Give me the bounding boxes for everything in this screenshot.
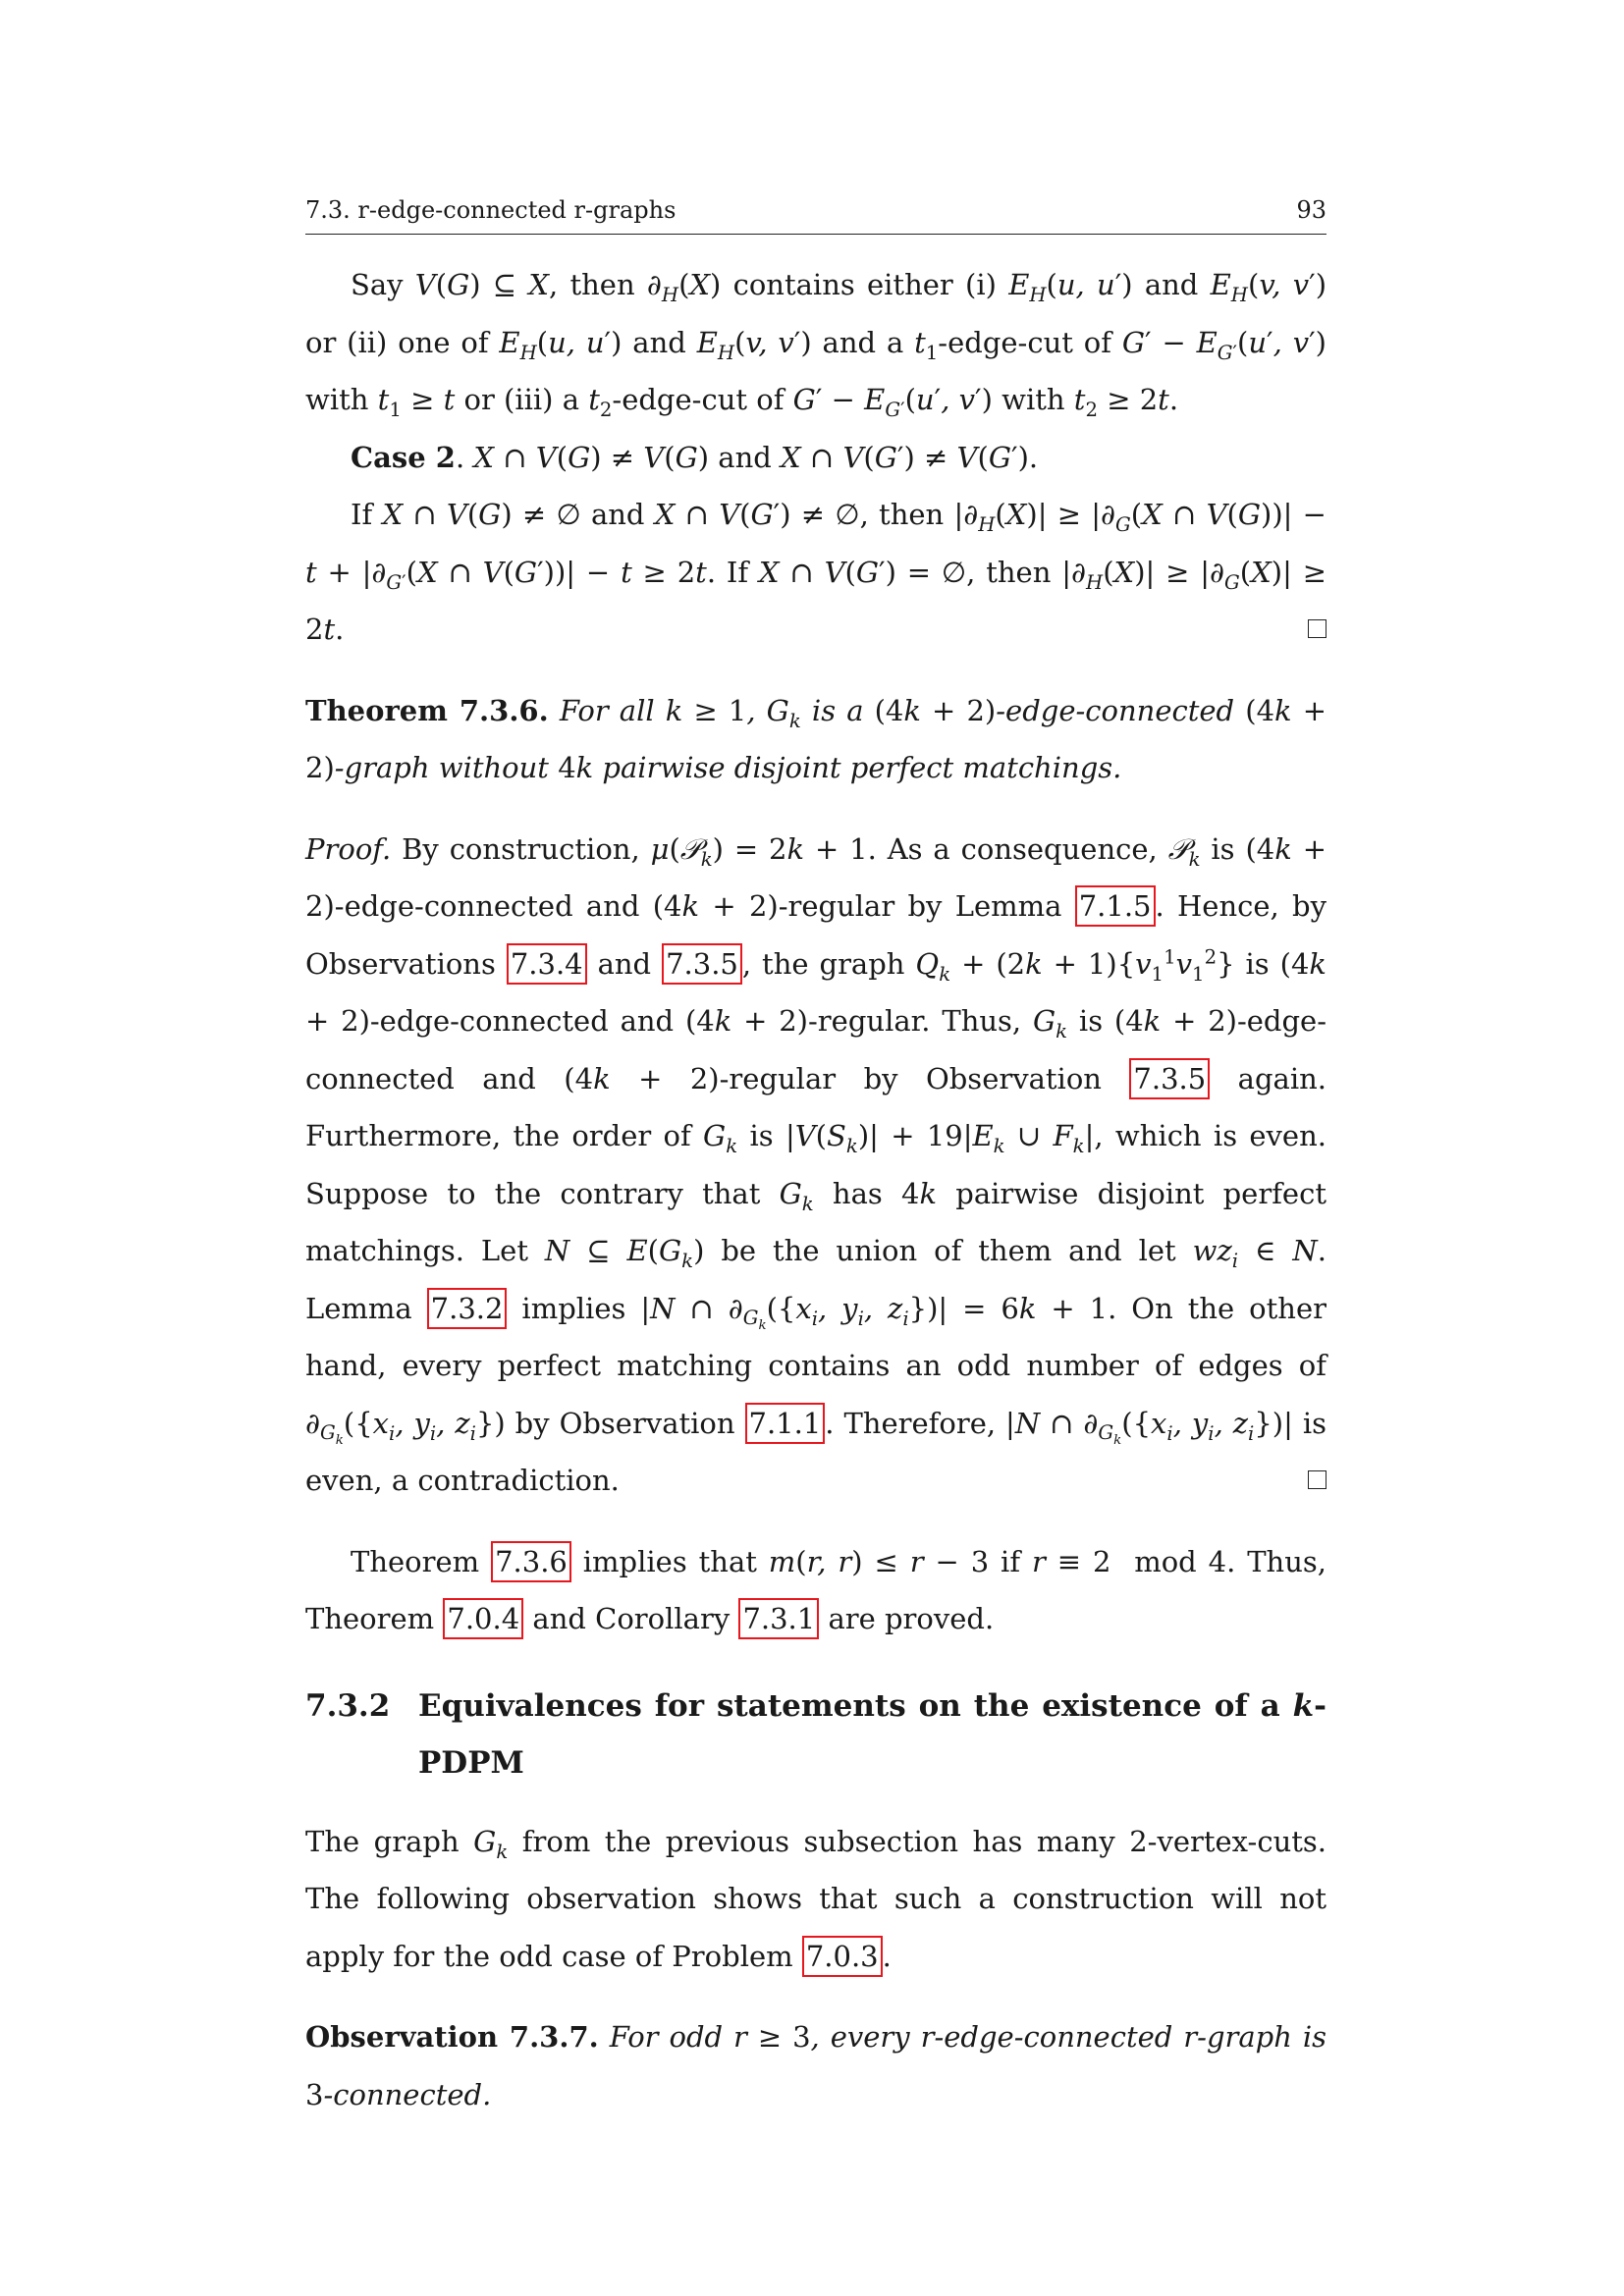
ref-corollary-7-3-1[interactable]: 7.3.1 [738, 1598, 819, 1639]
qed-square [1308, 1470, 1326, 1489]
page-number: 93 [1296, 196, 1326, 224]
ref-observation-7-3-5-again[interactable]: 7.3.5 [1129, 1058, 1210, 1099]
observation-label: Observation 7.3.7. [305, 2020, 599, 2054]
ref-lemma-7-1-5[interactable]: 7.1.5 [1075, 885, 1156, 927]
ref-observation-7-3-5[interactable]: 7.3.5 [662, 943, 742, 985]
proof-label: Proof. [305, 831, 392, 866]
subsection-title: Equivalences for statements on the existence of a k-PDPM [418, 1687, 1326, 1781]
intro-paragraph: The graph $G_k$ from the previous subsection has many 2-vertex-cuts. The following observation shows that such a construction will not apply for the odd case of Problem 7.0.3 . [305, 1813, 1326, 1986]
observation-7-3-7: Observation 7.3.7. For odd r ≥ 3, every r-edge-connected r-graph is 3-connected. [305, 2020, 1327, 2111]
subsection-number: 7.3.2 [305, 1687, 391, 1724]
case2-label: Case 2 [351, 440, 456, 474]
ref-problem-7-0-3[interactable]: 7.0.3 [802, 1936, 883, 1977]
page-body [305, 256, 1326, 2123]
case2-paragraph: If X ∩ V(G) ≠ ∅ and X ∩ V(G′) ≠ ∅, then $|\partial_H(X)| \ge |\partial_G(X$ ∩ $V(G))| - t + |\partial_{G'}(X$ ∩ V(G′))| − t ≥ 2t. If X ∩ V(G′) = ∅, then $|\partial_H(X)| \ge |\partial_G(X)| \ge 2t$. [305, 498, 1326, 646]
case1-paragraph: Say V(G) ⊆ X, then $\partial_H(X)$ contains either (i) $E_H(u$, u′) and $E_H(v$, v′) or (ii) one of $E_H(u$, u′) and $E_H(v$, v′) and a $t_1-edge$-cut of $G' - E_{G'}(u'$, v′) with $t_1 \ge t$ or (iii) a $t_2-edge$-cut of $G' - E_{G'}(u'$, v′) with $t_2 \ge 2t$. [305, 268, 1327, 421]
ref-lemma-7-3-2[interactable]: 7.3.2 [427, 1288, 508, 1329]
ref-theorem-7-0-4[interactable]: 7.0.4 [443, 1598, 523, 1639]
proof-paragraph: Proof. By construction, μ(𝒫$_k$) = 2k + 1. As a consequence, 𝒫$_k$ is (4k + 2)-edge-connected and (4k + 2)-regular by Lemma 7.1.5 . Hence, by Observations 7.3.4 and 7.3.5 , the graph $Q_k + (2k + 1)\{v_1^1v_1^2\}$ is (4k + 2)-edge-connected and (4k + 2)-regular. Thus, $G_k$ is (4k + 2)-edge-connected and (4k + 2)-regular by Observation 7.3.5 again. Furthermore, the order of $G_k$ is $|V(S_k)| + 19|E_k$ ∪ $F_k|$, which is even. Suppose to the contrary that $G_k$ has 4k pairwise disjoint perfect matchings. Let N ⊆ $E(G_k)$ be the union of them and let $wz_i$ ∈ N. Lemma 7.3.2 implies |N ∩ $\partial_{G_k}(\{x_i$, $y_i$, $z_i\})| = 6k + 1$. On the other hand, every perfect matching contains an odd number of edges of $\partial_{G_k}(\{x_i$, $y_i$, $z_i$}) by Observation 7.1.1 . Therefore, |N ∩ $\partial_{G_k}(\{x_i$, $y_i$, $z_i\})|$ is even, a contradiction. [305, 831, 1327, 1497]
theorem-label: Theorem 7.3.6. [305, 693, 549, 727]
qed-square [1308, 619, 1326, 638]
theorem-7-3-6: Theorem 7.3.6. For all k ≥ 1, $G_k$ is a (4k + 2)-edge-connected (4k + 2)-graph without 4k pairwise disjoint perfect matchings. [305, 693, 1327, 784]
running-head [305, 196, 1326, 235]
subsection-heading [305, 1678, 1326, 1791]
page [305, 196, 1326, 2123]
ref-theorem-7-3-6[interactable]: 7.3.6 [491, 1541, 571, 1582]
running-head-section: 7.3. r-edge-connected r-graphs [305, 196, 677, 224]
remark-paragraph: Theorem 7.3.6 implies that m(r, r) ≤ r − 3 if r ≡ 2 mod 4. Thus, Theorem 7.0.4 and Corollary 7.3.1 are proved. [305, 1533, 1326, 1648]
ref-observation-7-1-1[interactable]: 7.1.1 [745, 1403, 826, 1444]
case2-heading: Case 2. X ∩ V(G) ≠ V(G) and X ∩ V(G′) ≠ V(G′). [351, 440, 1039, 474]
ref-observation-7-3-4[interactable]: 7.3.4 [507, 943, 587, 985]
